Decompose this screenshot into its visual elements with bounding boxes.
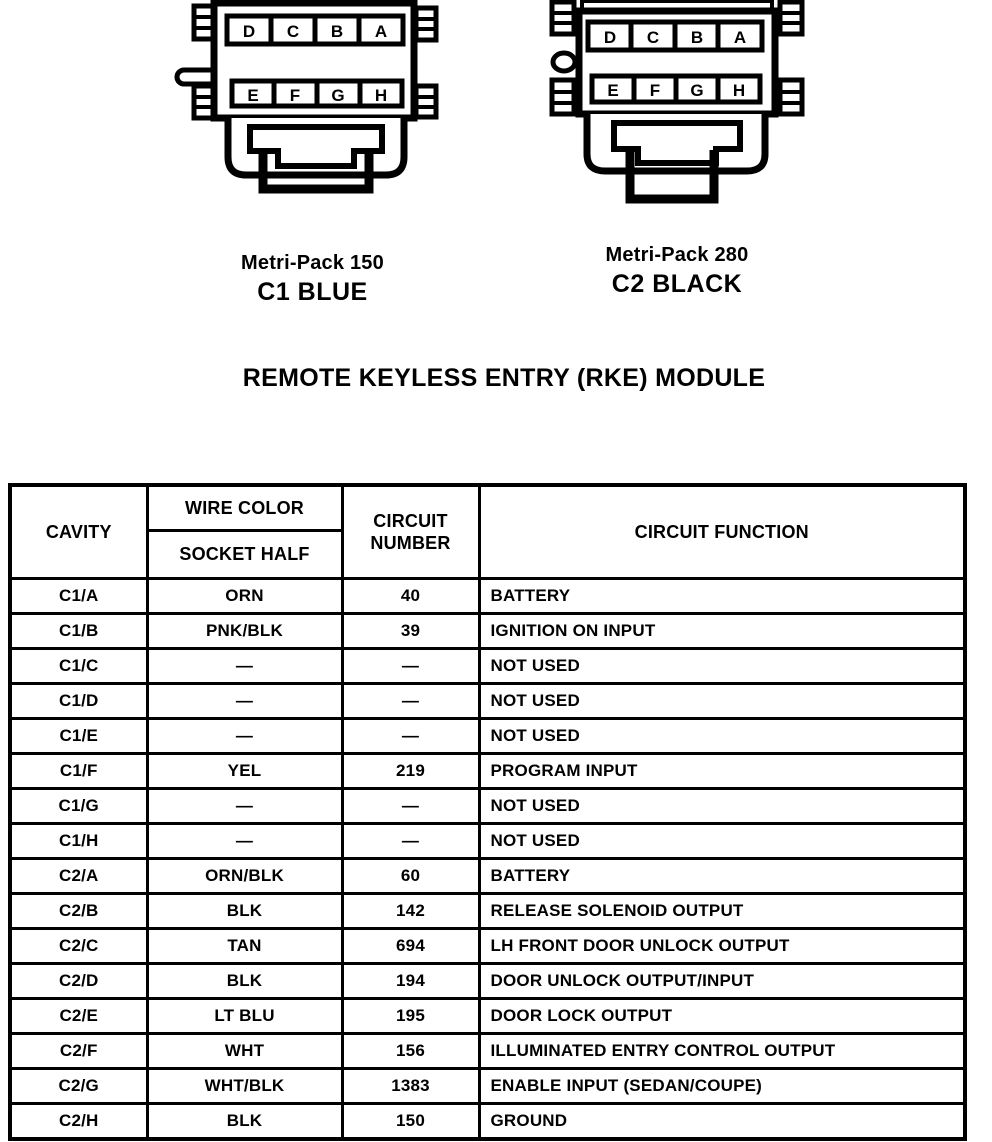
table-row <box>10 1104 965 1139</box>
wire-color-cell: ORN <box>147 579 342 614</box>
wire-color-cell: TAN <box>147 929 342 964</box>
circuit-function-cell: IGNITION ON INPUT <box>479 614 965 649</box>
cavity-label: C <box>646 28 660 47</box>
cavity-cell: C2/F <box>10 1034 147 1069</box>
cavity-row-bottom <box>592 76 760 102</box>
table-row <box>10 1034 965 1069</box>
cavity-label: B <box>330 22 344 41</box>
table-row <box>10 649 965 684</box>
header-circuit-number-line2: NUMBER <box>370 533 451 553</box>
cavity-label: D <box>603 28 617 47</box>
table-row <box>10 719 965 754</box>
wire-color-cell: — <box>147 824 342 859</box>
circuit-number-cell: — <box>342 719 479 754</box>
circuit-number-cell: 60 <box>342 859 479 894</box>
cavity-cell: C2/C <box>10 929 147 964</box>
cavity-cell: C1/D <box>10 684 147 719</box>
wire-color-cell: ORN/BLK <box>147 859 342 894</box>
table-row <box>10 1069 965 1104</box>
wire-color-cell: LT BLU <box>147 999 342 1034</box>
circuit-function-cell: ENABLE INPUT (SEDAN/COUPE) <box>479 1069 965 1104</box>
cavity-cell: C1/H <box>10 824 147 859</box>
table-header-row <box>10 485 965 579</box>
circuit-function-cell: NOT USED <box>479 789 965 824</box>
cavity-cell: C2/B <box>10 894 147 929</box>
table-row <box>10 964 965 999</box>
cavity-label: C <box>286 22 300 41</box>
table-row <box>10 754 965 789</box>
circuit-function-cell: BATTERY <box>479 859 965 894</box>
circuit-number-cell: 694 <box>342 929 479 964</box>
cavity-cell: C1/A <box>10 579 147 614</box>
circuit-function-cell: PROGRAM INPUT <box>479 754 965 789</box>
circuit-function-cell: RELEASE SOLENOID OUTPUT <box>479 894 965 929</box>
cavity-label: F <box>649 81 661 100</box>
cavity-row-top <box>227 16 403 44</box>
cavity-row-top <box>588 22 762 50</box>
cavity-label: G <box>331 86 345 105</box>
cavity-label: E <box>247 86 259 105</box>
circuit-number-cell: 195 <box>342 999 479 1034</box>
wire-color-cell: YEL <box>147 754 342 789</box>
connector-c2-caption <box>522 244 832 299</box>
circuit-function-cell: BATTERY <box>479 579 965 614</box>
circuit-number-cell: 39 <box>342 614 479 649</box>
header-wire-color <box>147 485 342 579</box>
circuit-function-cell: NOT USED <box>479 649 965 684</box>
circuit-number-cell: — <box>342 789 479 824</box>
cavity-label: E <box>607 81 619 100</box>
wire-color-cell: WHT <box>147 1034 342 1069</box>
header-circuit-number <box>342 485 479 579</box>
circuit-function-cell: NOT USED <box>479 684 965 719</box>
wire-color-cell: — <box>147 684 342 719</box>
wire-color-cell: — <box>147 789 342 824</box>
cavity-cell: C1/C <box>10 649 147 684</box>
cavity-cell: C1/F <box>10 754 147 789</box>
table-row <box>10 999 965 1034</box>
cavity-label: B <box>690 28 704 47</box>
wire-color-cell: — <box>147 649 342 684</box>
header-circuit-function: CIRCUIT FUNCTION <box>479 485 965 579</box>
header-wire-color-label: WIRE COLOR <box>149 487 341 532</box>
connector-c1-pack-label: Metri-Pack 150 <box>241 252 384 274</box>
cavity-cell: C1/B <box>10 614 147 649</box>
table-row <box>10 789 965 824</box>
circuit-function-cell: DOOR LOCK OUTPUT <box>479 999 965 1034</box>
circuit-function-cell: LH FRONT DOOR UNLOCK OUTPUT <box>479 929 965 964</box>
cavity-label: F <box>289 86 301 105</box>
circuit-number-cell: 219 <box>342 754 479 789</box>
connector-latch-icon <box>553 53 575 71</box>
circuit-function-cell: NOT USED <box>479 719 965 754</box>
cavity-cell: C2/E <box>10 999 147 1034</box>
table-row <box>10 614 965 649</box>
cavity-cell: C2/A <box>10 859 147 894</box>
circuit-number-cell: 142 <box>342 894 479 929</box>
table-row <box>10 894 965 929</box>
cavity-label: A <box>733 28 747 47</box>
cavity-cell: C2/G <box>10 1069 147 1104</box>
circuit-function-cell: GROUND <box>479 1104 965 1139</box>
table-row <box>10 824 965 859</box>
header-socket-half-label: SOCKET HALF <box>179 544 310 564</box>
cavity-label: D <box>242 22 256 41</box>
wire-color-cell: BLK <box>147 1104 342 1139</box>
circuit-number-cell: 40 <box>342 579 479 614</box>
cavity-label: A <box>374 22 388 41</box>
wire-color-cell: — <box>147 719 342 754</box>
wire-color-cell: WHT/BLK <box>147 1069 342 1104</box>
cavity-row-bottom <box>232 81 402 106</box>
wire-color-cell: PNK/BLK <box>147 614 342 649</box>
table-row <box>10 684 965 719</box>
header-cavity: CAVITY <box>10 485 147 579</box>
connector-c1-name-label: C1 BLUE <box>257 278 368 306</box>
circuit-number-cell: 156 <box>342 1034 479 1069</box>
connector-c1-caption <box>150 252 475 307</box>
circuit-number-cell: 150 <box>342 1104 479 1139</box>
wire-color-cell: BLK <box>147 894 342 929</box>
circuit-function-cell: ILLUMINATED ENTRY CONTROL OUTPUT <box>479 1034 965 1069</box>
wire-color-cell: BLK <box>147 964 342 999</box>
circuit-number-cell: 194 <box>342 964 479 999</box>
circuit-number-cell: — <box>342 824 479 859</box>
cavity-cell: C2/D <box>10 964 147 999</box>
table-row <box>10 929 965 964</box>
connector-c2-name-label: C2 BLACK <box>611 270 743 298</box>
circuit-function-cell: NOT USED <box>479 824 965 859</box>
cavity-cell: C2/H <box>10 1104 147 1139</box>
pinout-table <box>8 483 967 1141</box>
header-circuit-number-line1: CIRCUIT <box>373 510 448 531</box>
circuit-number-cell: 1383 <box>342 1069 479 1104</box>
circuit-number-cell: — <box>342 649 479 684</box>
circuit-number-cell: — <box>342 684 479 719</box>
circuit-function-cell: DOOR UNLOCK OUTPUT/INPUT <box>479 964 965 999</box>
page-title: REMOTE KEYLESS ENTRY (RKE) MODULE <box>242 364 766 392</box>
connector-c2-diagram <box>522 0 852 218</box>
cavity-label: G <box>690 81 704 100</box>
cavity-label: H <box>732 81 746 100</box>
table-row <box>10 859 965 894</box>
connector-c1-diagram <box>150 0 480 212</box>
cavity-cell: C1/G <box>10 789 147 824</box>
table-row <box>10 579 965 614</box>
cavity-cell: C1/E <box>10 719 147 754</box>
connector-c2-pack-label: Metri-Pack 280 <box>605 244 749 266</box>
cavity-label: H <box>374 86 388 105</box>
